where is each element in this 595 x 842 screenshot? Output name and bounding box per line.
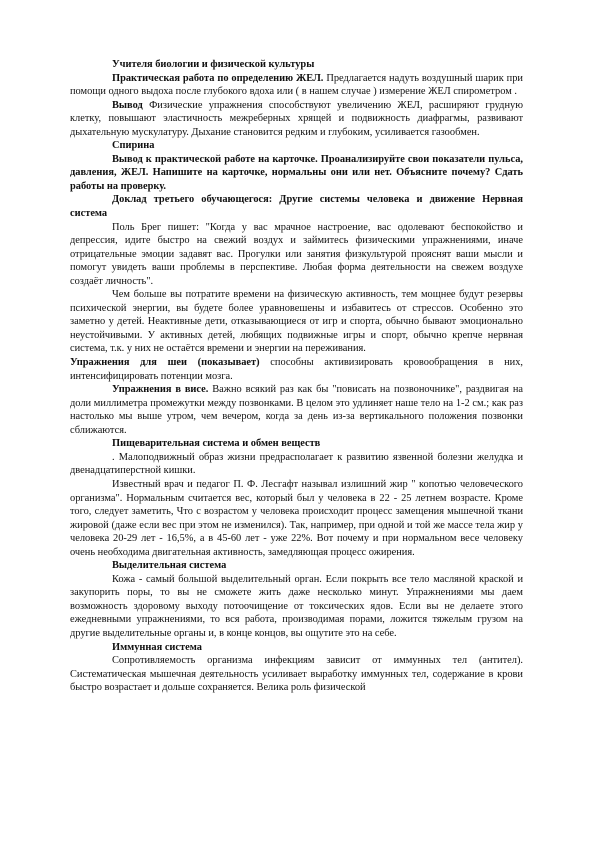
conclusion-text: Физические упражнения способствуют увеличению ЖЕЛ, расширяют грудную клетку, повышают эластичность межреберных хрящей и подвижность диафрагмы, развивают дыхательную мускулатуру. Дыхание становится редким и глубоким, усиливается газообмен. <box>70 99 523 138</box>
neck-text: способны активизировать кровообращения в них, интенсифицировать потенции мозга. <box>70 357 523 382</box>
task-paragraph: Вывод к практической работе на карточке. Проанализируйте свои показатели пульса, давления, ЖЕЛ. Напишите на карточке, нормальны они или нет. Объясните почему? Сдать работы на проверку. <box>70 153 523 192</box>
hang-paragraph <box>70 383 523 437</box>
lesgaft-paragraph: Известный врач и педагог П. Ф. Лесгафт называл излишний жир " копотью человеческого организма". Нормальным считается вес, который был у человека в 22 - 25 летнем возрасте. Кроме того, следует заметить, Что с возрастом у человека происходит процесс замещения мышечной ткани жировой (даже если вес при этом не изменился). Так, например, при одной и той же массе тела жир у человека 20-29 лет - 16,5%, а в 45-60 лет - уже 22%. Вот почему и при нормальном весе человеку очень необходима двигательная активность, замедляющая процесс ожирения. <box>70 478 523 558</box>
hang-text: Важно всякий раз как бы "повисать на позвоночнике", раздвигая на доли миллиметра промежутки между позвонками. В целом это удлиняет наше тело на 1-2 см.; как раз настолько мы выше утром, чем вечером, когда за день из-за вертикального положения позвонки сближаются. <box>70 384 523 436</box>
spirina-heading: Спирина <box>112 140 155 152</box>
zhel-text: Предлагается надуть воздушный шарик при помощи одного выдоха после глубокого вдоха или ( в нашем случае ) измерение ЖЕЛ спирометром . <box>70 72 523 98</box>
digestive-paragraph: . Малоподвижный образ жизни предрасполагает к развитию язвенной болезни желудка и двенадцатиперстной кишки. <box>70 451 523 477</box>
conclusion-paragraph <box>70 99 523 140</box>
digestive-heading: Пищеварительная система и обмен веществ <box>112 438 321 450</box>
neck-paragraph <box>70 356 523 383</box>
zhel-paragraph <box>70 72 523 99</box>
conclusion-lead: Вывод <box>112 99 143 111</box>
excretory-heading: Выделительная система <box>112 560 227 572</box>
activity-paragraph: Чем больше вы потратите времени на физическую активность, тем мощнее будут резервы психической энергии, вы будете более уравновешены и избавитесь от стрессов. Особенно это заметно у детей. Неактивные дети, отказывающиеся от игр и спорта, обычно бывают эмоционально неустойчивыми. У активных детей, любящих подвижные игры и спорт, обычно крепче нервная система, т.к. у них не остаётся времени и энергии на переживания. <box>70 289 523 355</box>
immune-paragraph: Сопротивляемость организма инфекциям зависит от иммунных тел (антител). Систематическая мышечная деятельность усиливает выработку иммунных тел, содержание в крови быстро возрастает и дольше сохраняется. Велика роль физической <box>70 655 523 694</box>
intro-heading: Учителя биологии и физической культуры <box>112 59 315 70</box>
zhel-lead: Практическая работа по определению ЖЕЛ. <box>112 72 324 84</box>
hang-lead: Упражнения в висе. <box>112 384 209 396</box>
neck-lead: Упражнения для шеи (показывает) <box>70 357 260 369</box>
report-heading: Доклад третьего обучающегося: Другие системы человека и движение Нервная система <box>70 194 523 220</box>
immune-heading: Иммунная система <box>112 641 202 653</box>
skin-paragraph: Кожа - самый большой выделительный орган. Если покрыть все тело масляной краской и закупорить поры, то вы не сможете жить даже несколько минут. Упражнениями мы даем возможность здоровому выходу потоочищение от токсических ядов. Если вы не делаете этого ежедневными упражнениями, то вся работа, производимая порами, ложится тяжелым грузом на другие выделительные органы и, в конце концов, вы ощутите это на себе. <box>70 573 523 639</box>
bregg-paragraph: Поль Брег пишет: "Когда у вас мрачное настроение, вас одолевают беспокойство и депрессия, идите быстро на свежий воздух и займитесь физическими упражнениями, иначе отрицательные эмоции задавят вас. Прогулки или занятия физкультурой прояснят ваши мысли и помогут увидеть ваши проблемы в перспективе. Любая форма деятельности на свежем воздухе создаёт личность". <box>70 221 523 287</box>
